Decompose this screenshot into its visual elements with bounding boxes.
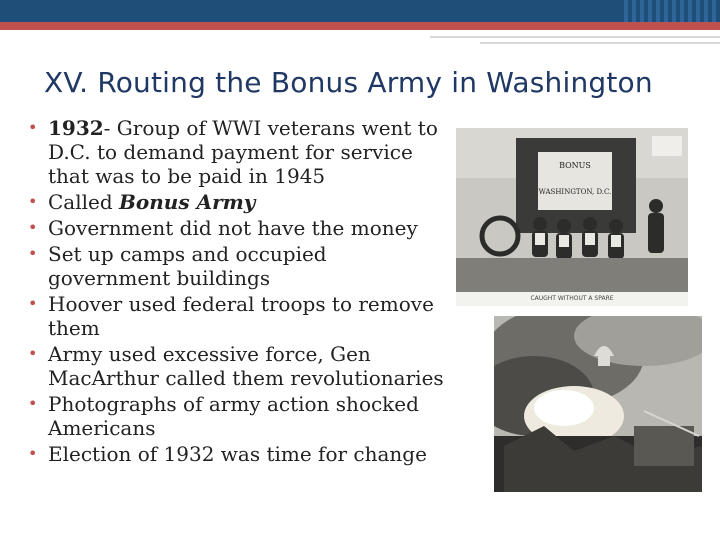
- bullet-text: Election of 1932 was time for change: [48, 442, 427, 466]
- photo-veterans-image: [456, 128, 688, 292]
- header-bar: [0, 0, 720, 22]
- bullet-glyph: •: [28, 344, 38, 363]
- bullet-glyph: •: [28, 394, 38, 413]
- decorative-lines: [420, 30, 720, 50]
- bullet-item: [28, 190, 446, 214]
- photo-burning-camp: [494, 316, 702, 492]
- truck-sign-bonus: BONUS: [559, 161, 591, 170]
- truck-sign-washington: WASHINGTON, D.C.: [538, 188, 612, 196]
- bullet-item: [28, 342, 446, 390]
- bullet-text: Hoover used federal troops to remove them: [48, 292, 434, 340]
- header-stripes: [620, 0, 720, 22]
- bullet-text: Set up camps and occupied government buildings: [48, 242, 327, 290]
- slide-title: XV. Routing the Bonus Army in Washington: [44, 66, 653, 99]
- bullet-text: Called: [48, 190, 120, 214]
- bullet-item: [28, 116, 446, 188]
- bullet-item: [28, 442, 446, 466]
- bullet-item: [28, 292, 446, 340]
- bullet-bold-year: 1932: [48, 116, 104, 140]
- bullet-item: [28, 216, 446, 240]
- bullet-glyph: •: [28, 118, 38, 137]
- photo-bonus-army-veterans: [456, 128, 688, 306]
- photo-burning-image: [494, 316, 702, 492]
- bullet-emphasis: Bonus Army: [119, 190, 256, 214]
- bullet-glyph: •: [28, 244, 38, 263]
- bullet-text: Government did not have the money: [48, 216, 418, 240]
- header-accent-line: [0, 22, 720, 30]
- bullet-glyph: •: [28, 218, 38, 237]
- bullet-item: [28, 392, 446, 440]
- photo-caption: CAUGHT WITHOUT A SPARE: [456, 292, 688, 306]
- bullet-glyph: •: [28, 444, 38, 463]
- bullet-text: - Group of WWI veterans went to D.C. to demand payment for service that was to be paid in 1945: [48, 116, 438, 188]
- bullet-item: [28, 242, 446, 290]
- bullet-text: Photographs of army action shocked Americans: [48, 392, 419, 440]
- bullet-text: Army used excessive force, Gen MacArthur called them revolutionaries: [48, 342, 444, 390]
- bullet-list: [28, 116, 446, 468]
- bullet-glyph: •: [28, 294, 38, 313]
- bullet-glyph: •: [28, 192, 38, 211]
